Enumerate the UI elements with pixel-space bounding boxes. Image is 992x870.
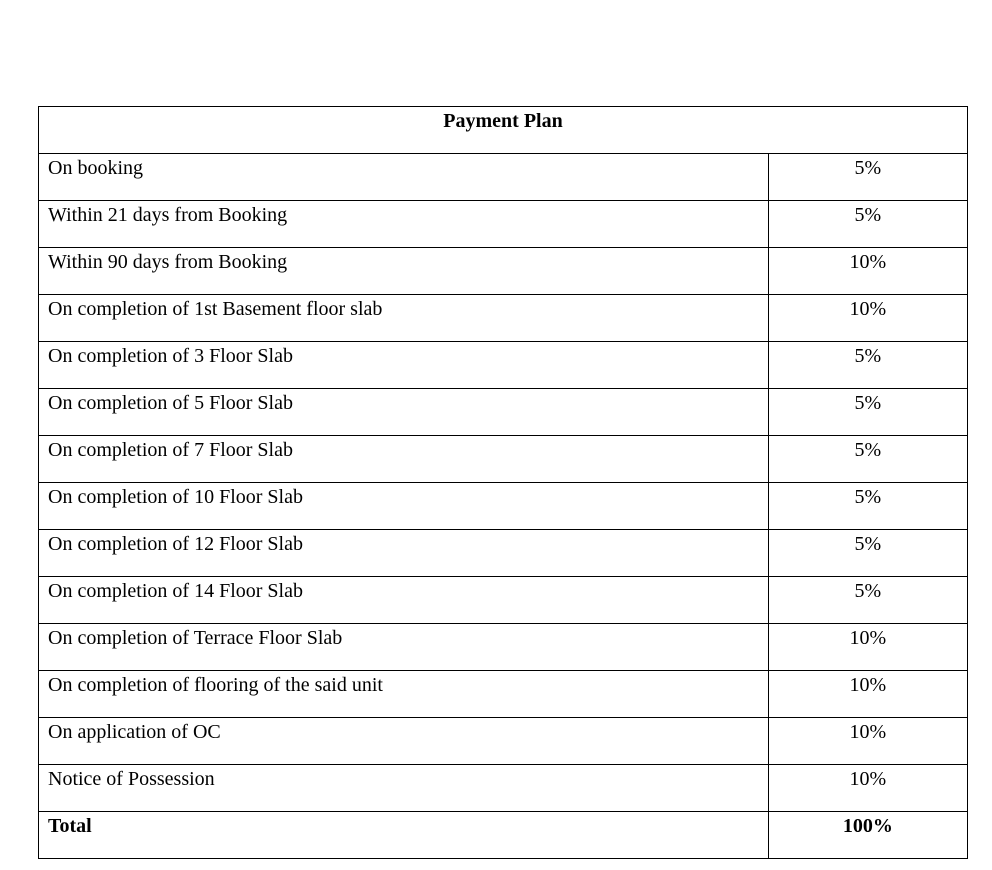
table-title: Payment Plan	[39, 107, 968, 154]
percent-cell: 5%	[768, 530, 967, 577]
table-row	[39, 389, 968, 436]
table-row	[39, 248, 968, 295]
table-row	[39, 624, 968, 671]
stage-cell: On completion of flooring of the said unit	[39, 671, 769, 718]
percent-cell: 5%	[768, 577, 967, 624]
stage-cell: On booking	[39, 154, 769, 201]
payment-plan-table	[38, 106, 968, 859]
table-row	[39, 342, 968, 389]
percent-cell: 10%	[768, 295, 967, 342]
table-row	[39, 483, 968, 530]
percent-cell: 5%	[768, 201, 967, 248]
total-percent: 100%	[768, 812, 967, 859]
stage-cell: On completion of Terrace Floor Slab	[39, 624, 769, 671]
stage-cell: On completion of 5 Floor Slab	[39, 389, 769, 436]
percent-cell: 10%	[768, 248, 967, 295]
stage-cell: On completion of 3 Floor Slab	[39, 342, 769, 389]
percent-cell: 10%	[768, 765, 967, 812]
stage-cell: On completion of 12 Floor Slab	[39, 530, 769, 577]
table-row	[39, 530, 968, 577]
percent-cell: 5%	[768, 436, 967, 483]
stage-cell: Within 90 days from Booking	[39, 248, 769, 295]
table-row	[39, 577, 968, 624]
percent-cell: 10%	[768, 671, 967, 718]
percent-cell: 5%	[768, 342, 967, 389]
table-row	[39, 201, 968, 248]
total-label: Total	[39, 812, 769, 859]
percent-cell: 10%	[768, 718, 967, 765]
stage-cell: On completion of 14 Floor Slab	[39, 577, 769, 624]
stage-cell: On application of OC	[39, 718, 769, 765]
percent-cell: 10%	[768, 624, 967, 671]
percent-cell: 5%	[768, 483, 967, 530]
stage-cell: Notice of Possession	[39, 765, 769, 812]
table-row	[39, 436, 968, 483]
table-row	[39, 154, 968, 201]
stage-cell: On completion of 10 Floor Slab	[39, 483, 769, 530]
table-row	[39, 765, 968, 812]
table-row	[39, 671, 968, 718]
stage-cell: Within 21 days from Booking	[39, 201, 769, 248]
percent-cell: 5%	[768, 389, 967, 436]
percent-cell: 5%	[768, 154, 967, 201]
stage-cell: On completion of 1st Basement floor slab	[39, 295, 769, 342]
table-body	[39, 154, 968, 859]
table-title-row	[39, 107, 968, 154]
table-row	[39, 718, 968, 765]
table-row	[39, 295, 968, 342]
total-row	[39, 812, 968, 859]
stage-cell: On completion of 7 Floor Slab	[39, 436, 769, 483]
